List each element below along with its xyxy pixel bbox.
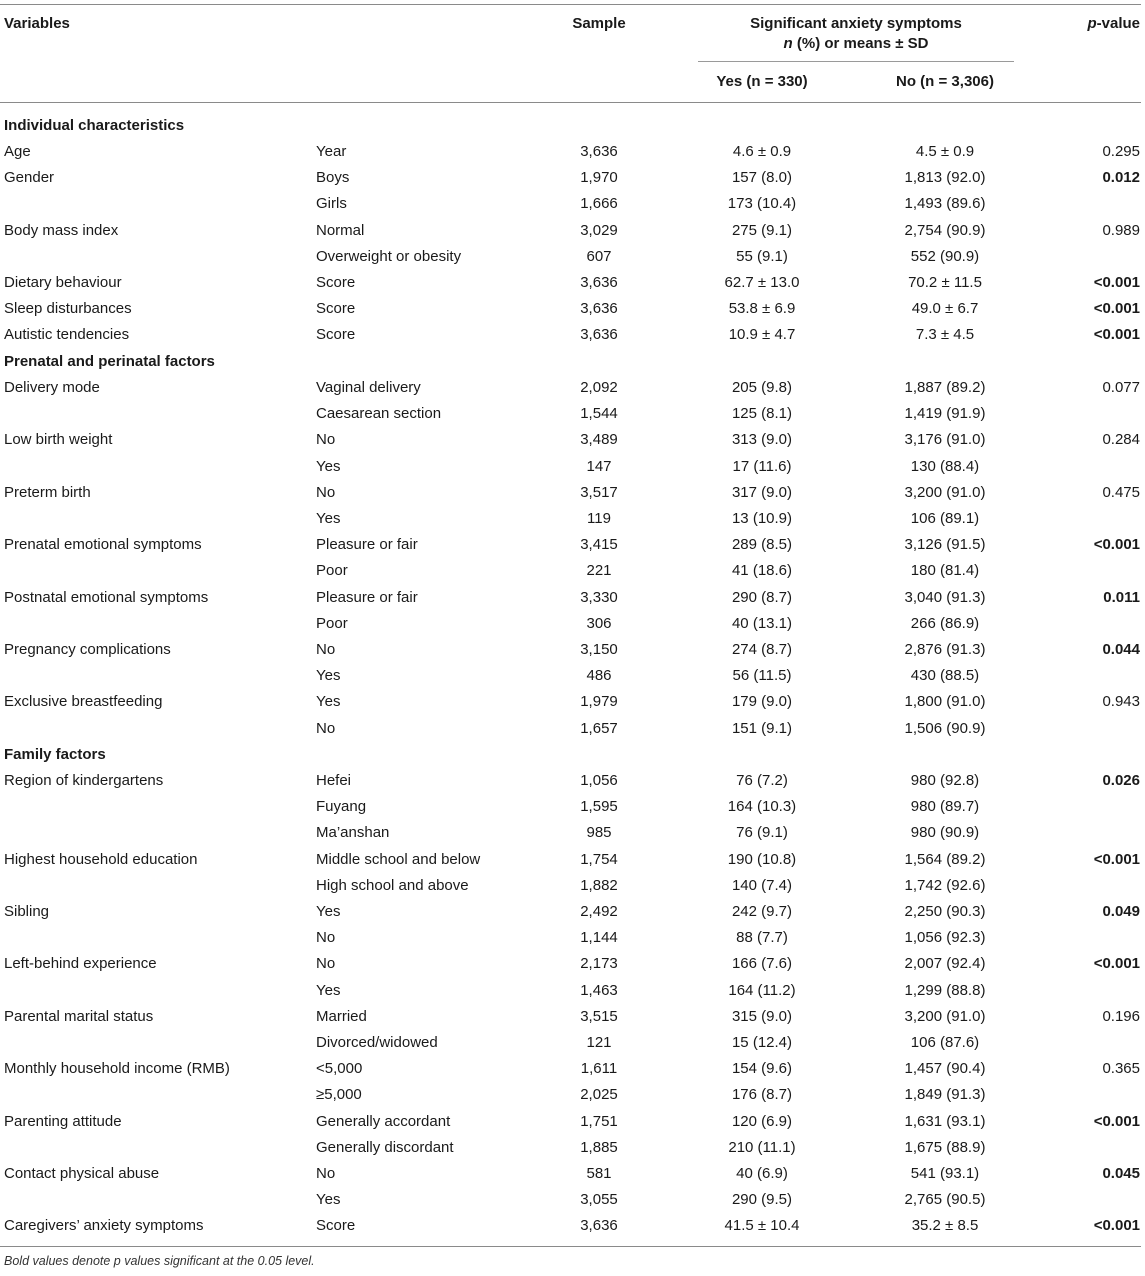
cell-sample: 1,882 <box>580 876 618 894</box>
cell-p-value: 0.989 <box>1102 221 1140 239</box>
cell-yes: 41.5 ± 10.4 <box>724 1217 800 1235</box>
cell-yes: 275 (9.1) <box>731 221 793 239</box>
cell-sample: 1,595 <box>580 798 618 816</box>
cell-yes: 179 (9.0) <box>731 693 793 711</box>
cell-variable: Parenting attitude <box>4 1112 122 1130</box>
cell-yes: 173 (10.4) <box>727 195 797 213</box>
cell-sample: 1,144 <box>580 929 618 947</box>
cell-p-value: 0.012 <box>1102 169 1140 187</box>
cell-no: 130 (88.4) <box>910 457 980 475</box>
cell-no: 70.2 ± 11.5 <box>908 274 982 291</box>
cell-p-value: <0.001 <box>1093 850 1140 868</box>
cell-yes: 164 (11.2) <box>728 981 796 999</box>
cell-category: Middle school and below <box>316 850 481 868</box>
cell-no: 980 (92.8) <box>910 772 980 789</box>
cell-sample: 486 <box>586 667 612 685</box>
cell-variable: Left-behind experience <box>4 955 157 973</box>
cell-variable: Gender <box>4 169 55 187</box>
cell-category: Yes <box>316 667 341 685</box>
cell-p-value: <0.001 <box>1093 274 1140 291</box>
cell-yes: 88 (7.7) <box>736 929 788 947</box>
table-row <box>0 768 1145 794</box>
cell-sample: 1,754 <box>580 850 618 868</box>
cell-sample: 1,657 <box>580 719 618 737</box>
cell-yes: 290 (9.5) <box>731 1191 793 1209</box>
cell-sample: 3,636 <box>580 274 618 291</box>
cell-variable: Region of kindergartens <box>4 772 164 789</box>
cell-p-value: 0.026 <box>1102 772 1140 789</box>
cell-sample: 3,055 <box>580 1191 618 1209</box>
cell-category: No <box>316 1165 336 1182</box>
cell-category: No <box>316 641 336 658</box>
cell-category: Fuyang <box>316 798 367 816</box>
cell-no: 35.2 ± 8.5 <box>911 1217 979 1235</box>
cell-p-value: 0.011 <box>1103 588 1140 606</box>
header-group-title-line2 <box>698 34 1014 54</box>
cell-p-value: 0.044 <box>1102 641 1140 658</box>
cell-variable: Dietary behaviour <box>4 274 122 291</box>
cell-p-value: <0.001 <box>1093 1217 1140 1235</box>
table-row <box>0 270 1145 296</box>
cell-variable: Prenatal emotional symptoms <box>4 536 202 554</box>
table-bottom-rule <box>0 1246 1141 1247</box>
cell-category: Poor <box>316 614 348 632</box>
cell-no: 2,007 (92.4) <box>904 955 986 973</box>
cell-yes: 210 (11.1) <box>728 1138 796 1156</box>
cell-yes: 4.6 ± 0.9 <box>732 143 792 160</box>
cell-p-value: 0.077 <box>1102 379 1140 396</box>
cell-sample: 1,611 <box>580 1060 618 1078</box>
table-row <box>0 1213 1145 1239</box>
cell-variable: Monthly household income (RMB) <box>4 1060 230 1078</box>
cell-sample: 221 <box>586 562 612 580</box>
cell-sample: 3,330 <box>580 588 618 606</box>
cell-yes: 10.9 ± 4.7 <box>728 326 796 344</box>
cell-p-value: 0.049 <box>1102 903 1140 920</box>
cell-yes: 190 (10.8) <box>727 850 797 868</box>
cell-p-value: <0.001 <box>1093 1112 1140 1130</box>
cell-no: 3,200 (91.0) <box>904 1007 986 1025</box>
cell-no: 106 (87.6) <box>910 1034 980 1051</box>
header-group-rest: (%) or means ± SD <box>792 35 929 52</box>
section-family: Family factors <box>4 746 106 763</box>
header-p-value <box>1060 14 1140 34</box>
cell-variable: Caregivers’ anxiety symptoms <box>4 1217 204 1235</box>
cell-category: No <box>316 483 336 501</box>
cell-no: 106 (89.1) <box>910 510 980 527</box>
cell-sample: 2,173 <box>580 955 618 973</box>
cell-yes: 151 (9.1) <box>731 719 793 737</box>
cell-category: Ma’anshan <box>316 824 390 842</box>
cell-yes: 176 (8.7) <box>731 1086 793 1104</box>
cell-yes: 242 (9.7) <box>731 903 793 920</box>
cell-yes: 55 (9.1) <box>736 247 788 265</box>
cell-category: No <box>316 955 336 973</box>
table-row <box>0 663 1145 689</box>
table-row <box>0 558 1145 584</box>
cell-category: Score <box>316 326 356 344</box>
table-row <box>0 611 1145 637</box>
table-row <box>0 375 1145 401</box>
cell-category: Married <box>316 1007 367 1025</box>
cell-yes: 13 (10.9) <box>731 510 793 527</box>
cell-category: Girls <box>316 195 347 213</box>
cell-sample: 2,492 <box>580 903 618 920</box>
cell-sample: 147 <box>586 457 612 475</box>
cell-yes: 154 (9.6) <box>731 1060 793 1078</box>
cell-variable: Sleep disturbances <box>4 300 132 318</box>
cell-p-value: 0.284 <box>1102 431 1140 449</box>
cell-p-value: <0.001 <box>1093 326 1140 344</box>
cell-variable: Delivery mode <box>4 379 100 396</box>
cell-sample: 1,544 <box>580 405 618 423</box>
cell-category: Score <box>316 300 356 318</box>
table-row <box>0 1135 1145 1161</box>
table-row <box>0 637 1145 663</box>
table-row <box>0 191 1145 217</box>
header-sample: Sample <box>572 15 626 32</box>
cell-p-value: 0.365 <box>1102 1060 1140 1078</box>
cell-no: 541 (93.1) <box>910 1165 980 1182</box>
cell-no: 49.0 ± 6.7 <box>911 300 979 318</box>
cell-yes: 317 (9.0) <box>731 483 793 501</box>
table-row <box>0 165 1145 191</box>
header-yes: Yes (n = 330) <box>716 73 808 90</box>
cell-category: Yes <box>316 1191 341 1209</box>
table-row <box>0 218 1145 244</box>
cell-yes: 17 (11.6) <box>732 457 792 475</box>
cell-variable: Body mass index <box>4 221 119 239</box>
cell-p-value: 0.196 <box>1102 1007 1140 1025</box>
table-row <box>0 899 1145 925</box>
cell-yes: 166 (7.6) <box>731 955 793 973</box>
cell-yes: 62.7 ± 13.0 <box>724 274 800 291</box>
table-row <box>0 139 1145 165</box>
cell-yes: 157 (8.0) <box>731 169 793 187</box>
cell-sample: 3,636 <box>580 300 618 318</box>
cell-variable: Preterm birth <box>4 483 91 501</box>
cell-no: 1,299 (88.8) <box>904 981 986 999</box>
cell-category: Pleasure or fair <box>316 588 418 606</box>
cell-category: Hefei <box>316 772 352 789</box>
cell-sample: 1,666 <box>580 195 618 213</box>
cell-category: Score <box>316 1217 356 1235</box>
cell-category: Normal <box>316 221 365 239</box>
table-row <box>0 401 1145 427</box>
cell-sample: 2,025 <box>580 1086 618 1104</box>
table-row <box>0 1030 1145 1056</box>
cell-yes: 274 (8.7) <box>731 641 793 658</box>
cell-no: 266 (86.9) <box>910 614 980 632</box>
cell-sample: 3,415 <box>580 536 618 554</box>
table-row <box>0 951 1145 977</box>
section-prenatal: Prenatal and perinatal factors <box>4 353 215 370</box>
cell-category: Year <box>316 143 347 160</box>
cell-yes: 120 (6.9) <box>731 1112 793 1130</box>
cell-no: 2,754 (90.9) <box>904 221 986 239</box>
cell-p-value: <0.001 <box>1093 300 1140 318</box>
table-row <box>0 585 1145 611</box>
table-row <box>0 480 1145 506</box>
header-group-n: n <box>783 35 793 52</box>
table-row <box>0 689 1145 715</box>
table-row <box>0 1109 1145 1135</box>
group-subrule <box>698 61 1014 62</box>
cell-yes: 56 (11.5) <box>732 667 792 685</box>
table-row <box>0 1161 1145 1187</box>
cell-no: 1,887 (89.2) <box>904 379 986 396</box>
cell-sample: 119 <box>587 510 611 527</box>
cell-category: High school and above <box>316 876 469 894</box>
table-row <box>0 847 1145 873</box>
cell-category: Boys <box>316 169 350 187</box>
cell-p-value: 0.295 <box>1102 143 1140 160</box>
cell-sample: 3,517 <box>580 483 618 501</box>
footnote: Bold values denote p values significant at the 0.05 level. <box>4 1254 315 1268</box>
header-p-italic: p <box>1087 15 1097 32</box>
cell-sample: 3,636 <box>580 326 618 344</box>
table-row <box>0 978 1145 1004</box>
cell-yes: 53.8 ± 6.9 <box>728 300 796 318</box>
table-top-rule <box>0 4 1141 5</box>
cell-no: 1,506 (90.9) <box>904 719 986 737</box>
table-row <box>0 873 1145 899</box>
cell-category: Yes <box>316 903 341 920</box>
table-row <box>0 244 1145 270</box>
cell-category: Yes <box>316 510 341 527</box>
cell-p-value: 0.045 <box>1102 1165 1140 1182</box>
cell-no: 7.3 ± 4.5 <box>915 326 975 344</box>
cell-category: ≥5,000 <box>316 1086 362 1104</box>
cell-yes: 40 (6.9) <box>736 1165 788 1182</box>
cell-no: 1,849 (91.3) <box>904 1086 986 1104</box>
cell-sample: 3,515 <box>580 1007 618 1025</box>
header-variables: Variables <box>4 15 70 32</box>
cell-category: Caesarean section <box>316 405 442 423</box>
cell-p-value: <0.001 <box>1093 955 1140 973</box>
cell-sample: 581 <box>586 1165 612 1182</box>
cell-no: 1,742 (92.6) <box>904 876 986 894</box>
cell-yes: 315 (9.0) <box>731 1007 793 1025</box>
cell-yes: 140 (7.4) <box>731 876 793 894</box>
table-row <box>0 1187 1145 1213</box>
cell-no: 4.5 ± 0.9 <box>915 143 975 160</box>
cell-category: Overweight or obesity <box>316 247 462 265</box>
cell-variable: Low birth weight <box>4 431 113 449</box>
cell-no: 1,675 (88.9) <box>904 1138 986 1156</box>
cell-category: Score <box>316 274 356 291</box>
cell-no: 3,176 (91.0) <box>904 431 986 449</box>
cell-no: 3,040 (91.3) <box>904 588 986 606</box>
cell-category: Vaginal delivery <box>316 379 421 396</box>
cell-p-value: 0.943 <box>1102 693 1140 711</box>
cell-no: 1,457 (90.4) <box>904 1060 986 1078</box>
cell-no: 430 (88.5) <box>910 667 980 685</box>
cell-sample: 1,970 <box>580 169 618 187</box>
cell-sample: 1,979 <box>580 693 618 711</box>
cell-category: Divorced/widowed <box>316 1034 438 1051</box>
table-row <box>0 820 1145 846</box>
cell-category: Generally accordant <box>316 1112 451 1130</box>
cell-no: 980 (90.9) <box>910 824 980 842</box>
table-row <box>0 794 1145 820</box>
cell-category: No <box>316 929 336 947</box>
table-row <box>0 322 1145 348</box>
header-no: No (n = 3,306) <box>896 73 994 90</box>
cell-no: 1,564 (89.2) <box>904 850 986 868</box>
cell-no: 2,876 (91.3) <box>904 641 986 658</box>
cell-yes: 76 (7.2) <box>736 772 788 789</box>
cell-category: Generally discordant <box>316 1138 454 1156</box>
cell-no: 1,631 (93.1) <box>904 1112 986 1130</box>
cell-no: 1,800 (91.0) <box>904 693 986 711</box>
cell-no: 552 (90.9) <box>910 247 980 265</box>
cell-variable: Contact physical abuse <box>4 1165 160 1182</box>
cell-sample: 3,029 <box>580 221 618 239</box>
cell-variable: Exclusive breastfeeding <box>4 693 163 711</box>
cell-no: 1,493 (89.6) <box>904 195 986 213</box>
cell-yes: 41 (18.6) <box>731 562 793 580</box>
cell-category: Yes <box>316 457 341 475</box>
cell-no: 3,126 (91.5) <box>904 536 986 554</box>
header-bottom-rule <box>0 102 1141 103</box>
cell-sample: 2,092 <box>580 379 618 396</box>
cell-sample: 985 <box>586 824 612 842</box>
cell-sample: 607 <box>586 247 612 265</box>
cell-category: Poor <box>316 562 348 580</box>
cell-sample: 3,636 <box>580 143 618 160</box>
cell-yes: 40 (13.1) <box>731 614 793 632</box>
cell-sample: 3,150 <box>580 641 618 658</box>
cell-no: 2,765 (90.5) <box>904 1191 986 1209</box>
cell-category: Yes <box>316 693 341 711</box>
header-p-rest: -value <box>1096 15 1140 32</box>
cell-variable: Postnatal emotional symptoms <box>4 588 209 606</box>
cell-no: 3,200 (91.0) <box>904 483 986 501</box>
cell-sample: 1,751 <box>580 1112 618 1130</box>
cell-no: 2,250 (90.3) <box>904 903 986 920</box>
cell-no: 1,419 (91.9) <box>904 405 986 423</box>
cell-p-value: 0.475 <box>1102 483 1140 501</box>
cell-no: 1,056 (92.3) <box>904 929 986 947</box>
cell-sample: 121 <box>586 1034 612 1051</box>
cell-category: Pleasure or fair <box>316 536 418 554</box>
table-row <box>0 925 1145 951</box>
cell-variable: Highest household education <box>4 850 198 868</box>
cell-category: No <box>316 719 336 737</box>
cell-category: No <box>316 431 336 449</box>
table-row <box>0 454 1145 480</box>
header-group-title-line1: Significant anxiety symptoms <box>750 15 962 32</box>
cell-variable: Pregnancy complications <box>4 641 171 658</box>
cell-variable: Parental marital status <box>4 1007 154 1025</box>
cell-no: 980 (89.7) <box>910 798 980 816</box>
table-row <box>0 532 1145 558</box>
cell-sample: 3,636 <box>580 1217 618 1235</box>
cell-category: Yes <box>316 981 341 999</box>
cell-no: 180 (81.4) <box>910 562 980 580</box>
cell-sample: 1,463 <box>580 981 618 999</box>
cell-variable: Autistic tendencies <box>4 326 130 344</box>
cell-variable: Sibling <box>4 903 50 920</box>
header-group-title <box>698 14 1014 54</box>
table-row <box>0 296 1145 322</box>
cell-yes: 125 (8.1) <box>731 405 793 423</box>
table-row <box>0 716 1145 742</box>
cell-yes: 289 (8.5) <box>731 536 793 554</box>
cell-yes: 15 (12.4) <box>731 1034 793 1051</box>
cell-sample: 306 <box>586 614 612 632</box>
cell-yes: 205 (9.8) <box>731 379 793 396</box>
cell-yes: 290 (8.7) <box>731 588 793 606</box>
cell-yes: 76 (9.1) <box>736 824 788 842</box>
cell-sample: 3,489 <box>580 431 618 449</box>
cell-category: <5,000 <box>316 1060 363 1078</box>
cell-yes: 313 (9.0) <box>731 431 793 449</box>
table-row <box>0 1004 1145 1030</box>
cell-sample: 1,885 <box>580 1138 618 1156</box>
table-row <box>0 427 1145 453</box>
table-row <box>0 1082 1145 1108</box>
cell-yes: 164 (10.3) <box>727 798 797 816</box>
table-row <box>0 1056 1145 1082</box>
table-row <box>0 506 1145 532</box>
cell-p-value: <0.001 <box>1093 536 1140 554</box>
cell-sample: 1,056 <box>580 772 618 789</box>
cell-variable: Age <box>4 143 31 160</box>
section-individual: Individual characteristics <box>4 117 185 134</box>
cell-no: 1,813 (92.0) <box>904 169 986 187</box>
